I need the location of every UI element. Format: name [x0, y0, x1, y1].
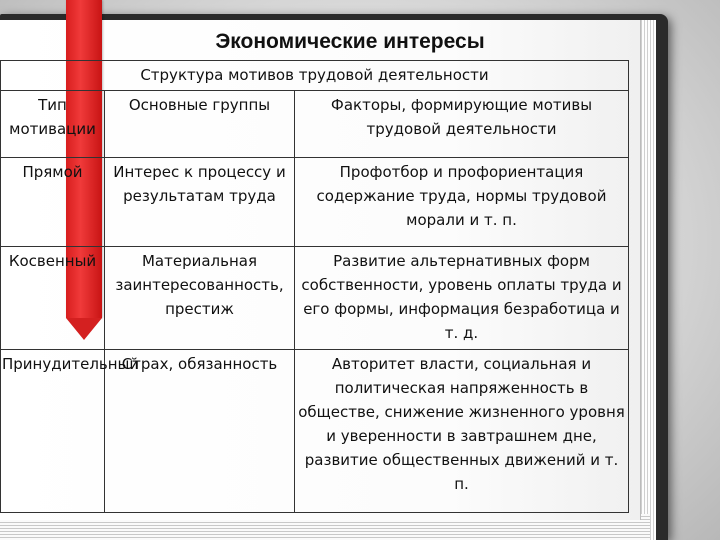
cell-text: Материальная заинтересованность, престиж: [115, 252, 284, 318]
table-cell-type: [1, 158, 105, 247]
table-row: [1, 158, 629, 247]
table-cell-factors: [295, 247, 629, 350]
table-row: [1, 247, 629, 350]
column-header-text: Тип мотивации: [9, 96, 96, 138]
motives-table: [0, 60, 629, 513]
cell-text: Профотбор и профориентация содержание труда, нормы трудовой морали и т. п.: [316, 163, 607, 229]
table-header-row: [1, 91, 629, 158]
cell-text: Страх, обязанность: [121, 355, 278, 373]
table-cell-factors: [295, 158, 629, 247]
column-header-factors: [295, 91, 629, 158]
column-header-type: [1, 91, 105, 158]
table-cell-type: [1, 247, 105, 350]
column-header-text: Основные группы: [128, 96, 271, 114]
table-cell-type: [1, 350, 140, 513]
cell-text: Авторитет власти, социальная и политическая напряженность в обществе, снижение жизненного уровня и уверенности в завтрашнем дне, развитие общественных движений и т. п.: [298, 355, 625, 493]
table-cell-factors: [295, 350, 629, 513]
table-caption: [1, 61, 629, 91]
cell-text: Косвенный: [8, 252, 97, 270]
table-row: [1, 350, 629, 513]
table-caption-row: [1, 61, 629, 91]
column-header-groups: [105, 91, 295, 158]
table-cell-groups: [105, 247, 295, 350]
table-cell-groups: [105, 158, 295, 247]
column-header-text: Факторы, формирующие мотивы трудовой деятельности: [330, 96, 593, 138]
table-caption-text: Структура мотивов трудовой деятельности: [140, 66, 489, 84]
table-cell-groups: [105, 350, 295, 513]
cell-text: Интерес к процессу и результатам труда: [113, 163, 286, 205]
page-title: Экономические интересы: [215, 30, 485, 53]
cell-text: Развитие альтернативных форм собственности, уровень оплаты труда и его формы, информация безработица и т. д.: [301, 252, 622, 342]
cell-text: Прямой: [22, 163, 83, 181]
cell-text: Принудительный: [2, 355, 140, 373]
